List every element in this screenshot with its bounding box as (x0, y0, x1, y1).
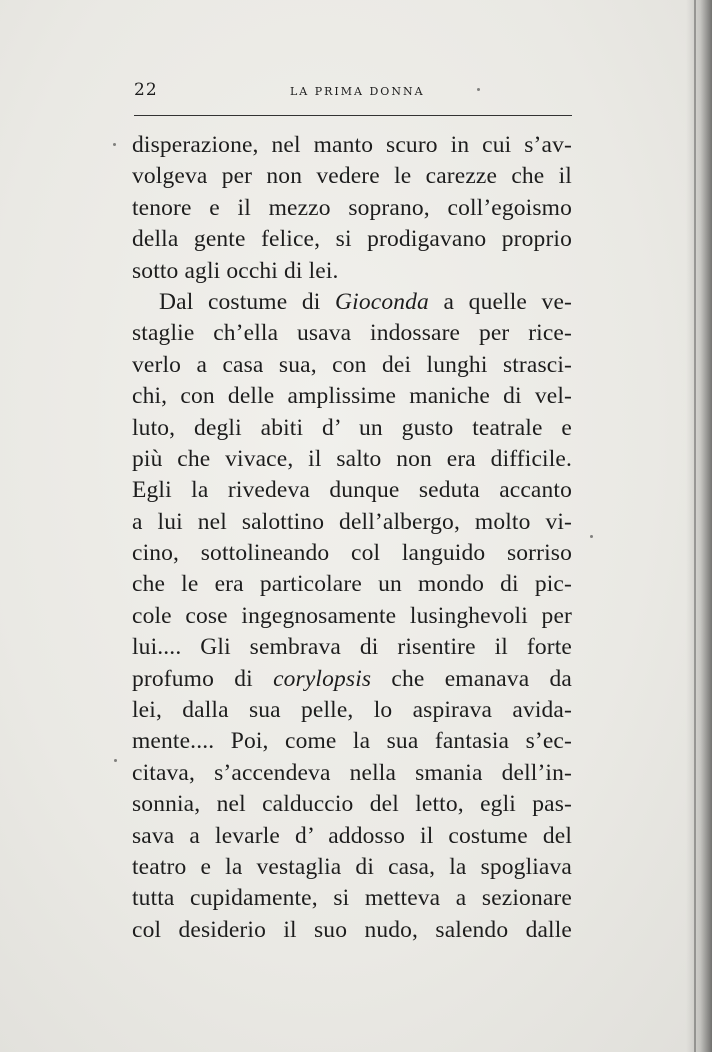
italic-title: Gioconda (335, 288, 429, 315)
italic-word: corylopsis (273, 665, 372, 692)
text-line: luto, degli abiti d’ un gusto teatrale e (132, 414, 572, 441)
header-rule (134, 115, 572, 116)
text-line-with-italic (132, 664, 572, 695)
text-line: tenore e il mezzo soprano, coll’egoismo (132, 194, 572, 221)
text-fragment: a quelle ve- (443, 288, 573, 315)
body-text (132, 130, 572, 946)
text-line: disperazione, nel manto scuro in cui s’av- (132, 132, 572, 158)
text-line: staglie ch’ella usava indossare per rice- (132, 320, 572, 347)
text-fragment: Dal costume di (159, 288, 321, 315)
text-line: cole cose ingegnosamente lusinghevoli per (132, 602, 572, 629)
text-line: Egli la rivedeva dunque seduta accanto (132, 477, 572, 504)
text-line: mente.... Poi, come la sua fantasia s’ec- (132, 728, 572, 755)
text-line: lui.... Gli sembrava di risentire il forte (132, 634, 572, 661)
text-line: chi, con delle amplissime maniche di vel- (132, 383, 572, 410)
text-line: sava a levarle d’ addosso il costume del (132, 822, 572, 849)
text-line: volgeva per non vedere le carezze che il (132, 163, 572, 190)
page-edge-line (694, 0, 696, 1052)
paper-speck (590, 535, 593, 538)
text-line: della gente felice, si prodigavano proprio (132, 226, 572, 253)
text-line: che le era particolare un mondo di pic- (132, 571, 572, 598)
text-line: cino, sottolineando col languido sorriso (132, 540, 572, 567)
page-edge-shadow (686, 0, 712, 1052)
text-line: verlo a casa sua, con dei lunghi strasci- (132, 351, 572, 378)
text-line: lei, dalla sua pelle, lo aspirava avida- (132, 697, 572, 724)
paper-speck (114, 759, 117, 762)
text-line: col desiderio il suo nudo, salendo dalle (132, 916, 572, 943)
text-line: citava, s’accendeva nella smania dell’in- (132, 759, 572, 786)
text-line: sotto agli occhi di lei. (132, 257, 339, 284)
running-title: LA PRIMA DONNA (290, 85, 425, 98)
text-line: a lui nel salottino dell’albergo, molto vi- (132, 508, 572, 535)
text-fragment: che emanava da (391, 665, 572, 692)
paper-speck (113, 143, 116, 146)
paper-speck (477, 88, 480, 91)
text-line: sonnia, nel calduccio del letto, egli pas- (132, 791, 572, 818)
page-number: 22 (134, 80, 158, 100)
text-fragment: profumo di (132, 665, 253, 692)
text-line-with-italic (132, 287, 572, 318)
text-line: teatro e la vestaglia di casa, la spogliava (132, 853, 572, 880)
page-header (134, 80, 572, 110)
text-line: più che vivace, il salto non era difficile. (132, 445, 572, 472)
text-line: tutta cupidamente, si metteva a sezionare (132, 885, 572, 912)
